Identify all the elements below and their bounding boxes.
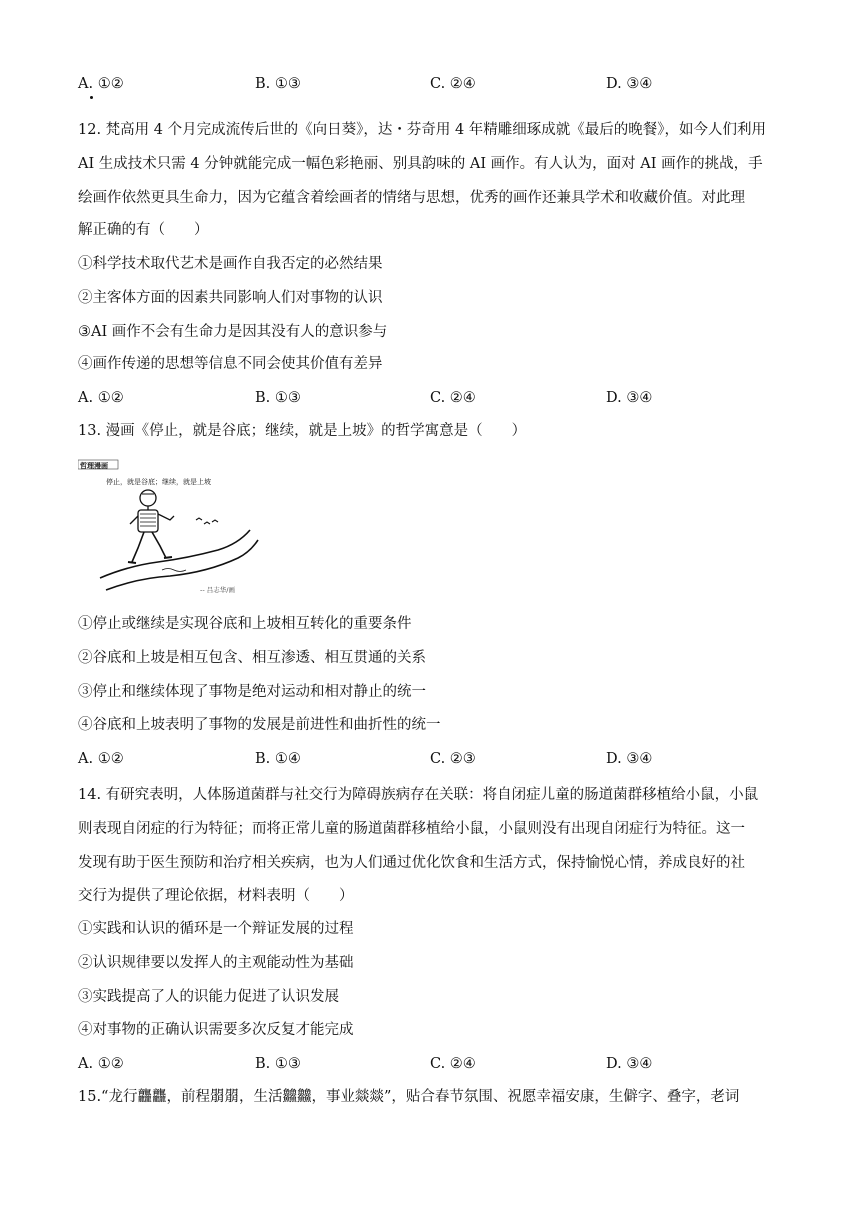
q13-statement-1: ①停止或继续是实现谷底和上坡相互转化的重要条件 [78,616,412,632]
q12-statement-3: ③AI 画作不会有生命力是因其没有人的意识参与 [78,324,388,340]
comic-credit: -- 吕志华/画 [200,586,235,594]
q12-stem-line-2: AI 生成技术只需 4 分钟就能完成一幅色彩艳丽、别具韵味的 AI 画作。有人认为，面对 AI 画作的挑战，手 [78,156,763,172]
stray-dot [90,96,93,99]
q14-option-a[interactable]: A. ①② [78,1056,124,1072]
comic-scribble [162,569,186,572]
q14-statement-4: ④对事物的正确认识需要多次反复才能完成 [78,1022,354,1038]
comic-caption: 停止，就是谷底；继续，就是上坡 [106,478,211,486]
comic-figure [128,490,174,563]
q13-comic-image [78,458,264,598]
q13-statement-2: ②谷底和上坡是相互包含、相互渗透、相互贯通的关系 [78,650,426,666]
q12-statement-4: ④画作传递的思想等信息不同会使其价值有差异 [78,356,383,372]
q14-statement-3: ③实践提高了人的识能力促进了认识发展 [78,989,339,1005]
q12-stem-line-4: 解正确的有（ ） [78,222,209,238]
q12-statement-2: ②主客体方面的因素共同影响人们对事物的认识 [78,290,383,306]
q13-option-d[interactable]: D. ③④ [606,751,653,767]
q13-statement-3: ③停止和继续体现了事物是绝对运动和相对静止的统一 [78,684,426,700]
q13-statement-4: ④谷底和上坡表明了事物的发展是前进性和曲折性的统一 [78,717,441,733]
q11-options [78,74,778,94]
q12-options [78,388,778,408]
q14-option-c[interactable]: C. ②④ [430,1056,476,1072]
q12-stem-line-3: 绘画作依然更具生命力，因为它蕴含着绘画者的情绪与思想，优秀的画作还兼具学术和收藏价值。对此理 [78,190,745,206]
q13-option-a[interactable]: A. ①② [78,751,124,767]
q14-option-b[interactable]: B. ①③ [255,1056,301,1072]
q14-stem-line-2: 则表现自闭症的行为特征；而将正常儿童的肠道菌群移植给小鼠，小鼠则没有出现自闭症行为特征。这一 [78,821,745,837]
q13-option-c[interactable]: C. ②③ [430,751,476,767]
q14-stem-line-3: 发现有助于医生预防和治疗相关疾病，也为人们通过优化饮食和生活方式，保持愉悦心情，养成良好的社 [78,855,745,871]
q13-options [78,749,778,769]
comic-birds [196,518,218,524]
q11-option-d[interactable]: D. ③④ [606,76,653,92]
q11-option-c[interactable]: C. ②④ [430,76,476,92]
q14-statement-1: ①实践和认识的循环是一个辩证发展的过程 [78,921,354,937]
q12-option-a[interactable]: A. ①② [78,390,124,406]
comic-tag: 哲理漫画 [80,462,108,470]
q12-option-d[interactable]: D. ③④ [606,390,653,406]
q14-stem-line-4: 交行为提供了理论依据，材料表明（ ） [78,888,354,904]
q12-option-b[interactable]: B. ①③ [255,390,301,406]
q13-option-b[interactable]: B. ①④ [255,751,301,767]
q11-option-b[interactable]: B. ①③ [255,76,301,92]
comic-road-lower [106,540,258,590]
q14-option-d[interactable]: D. ③④ [606,1056,653,1072]
q14-statement-2: ②认识规律要以发挥人的主观能动性为基础 [78,955,354,971]
q12-option-c[interactable]: C. ②④ [430,390,476,406]
q14-options [78,1054,778,1074]
q12-statement-1: ①科学技术取代艺术是画作自我否定的必然结果 [78,256,383,272]
q12-stem-line-1: 12. 梵高用 4 个月完成流传后世的《向日葵》，达・芬奇用 4 年精雕细琢成就《最后的晚餐》，如今人们利用 [78,122,767,138]
q11-option-a[interactable]: A. ①② [78,76,124,92]
q15-stem-line-1: 15.“龙行龘龘，前程朤朤，生活䲜䲜，事业燚燚”，贴合春节氛围、祝愿幸福安康，生僻字、叠字，老词 [78,1089,740,1105]
q14-stem-line-1: 14. 有研究表明，人体肠道菌群与社交行为障碍族病存在关联：将自闭症儿童的肠道菌群移植给小鼠，小鼠 [78,787,759,803]
q13-stem: 13. 漫画《停止，就是谷底；继续，就是上坡》的哲学寓意是（ ） [78,423,527,439]
